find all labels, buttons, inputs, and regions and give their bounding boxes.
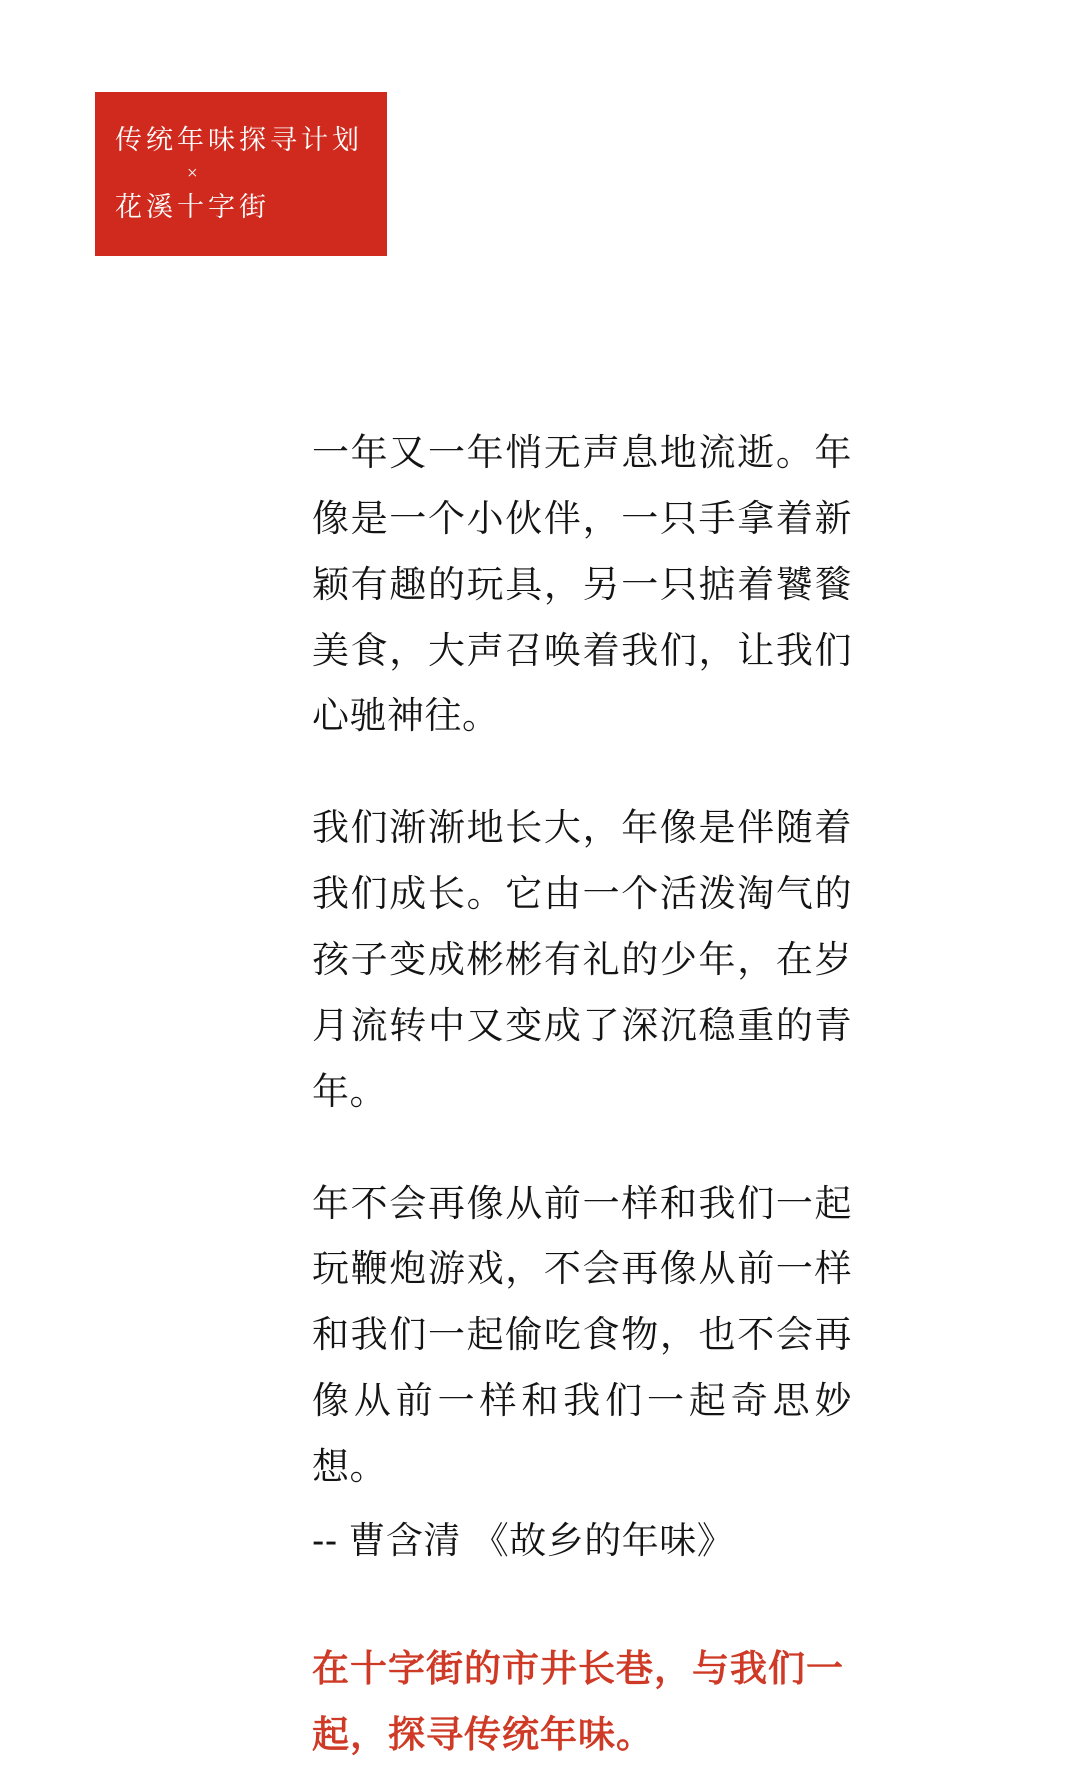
paragraph-1: 一年又一年悄无声息地流逝。年像是一个小伙伴，一只手拿着新颖有趣的玩具，另一只掂着饕餮美食，大声召唤着我们，让我们心驰神往。 bbox=[312, 432, 852, 737]
title-banner-content bbox=[95, 92, 387, 256]
attribution-line: -- 曹含清 《故乡的年味》 bbox=[312, 1519, 735, 1561]
banner-title-line-2: 花溪十字街 bbox=[115, 192, 270, 223]
banner-separator: × bbox=[187, 162, 198, 184]
article-body bbox=[312, 420, 852, 1767]
banner-title-line-1: 传统年味探寻计划 bbox=[115, 124, 363, 155]
paragraph-2: 我们渐渐地长大，年像是伴随着我们成长。它由一个活泼淘气的孩子变成彬彬有礼的少年，在岁月流转中又变成了深沉稳重的青年。 bbox=[312, 807, 852, 1112]
highlight-callout: 在十字街的市井长巷，与我们一起，探寻传统年味。 bbox=[312, 1647, 844, 1755]
paragraph-3: 年不会再像从前一样和我们一起玩鞭炮游戏，不会再像从前一样和我们一起偷吃食物，也不会再像从前一样和我们一起奇思妙想。 bbox=[312, 1182, 852, 1488]
